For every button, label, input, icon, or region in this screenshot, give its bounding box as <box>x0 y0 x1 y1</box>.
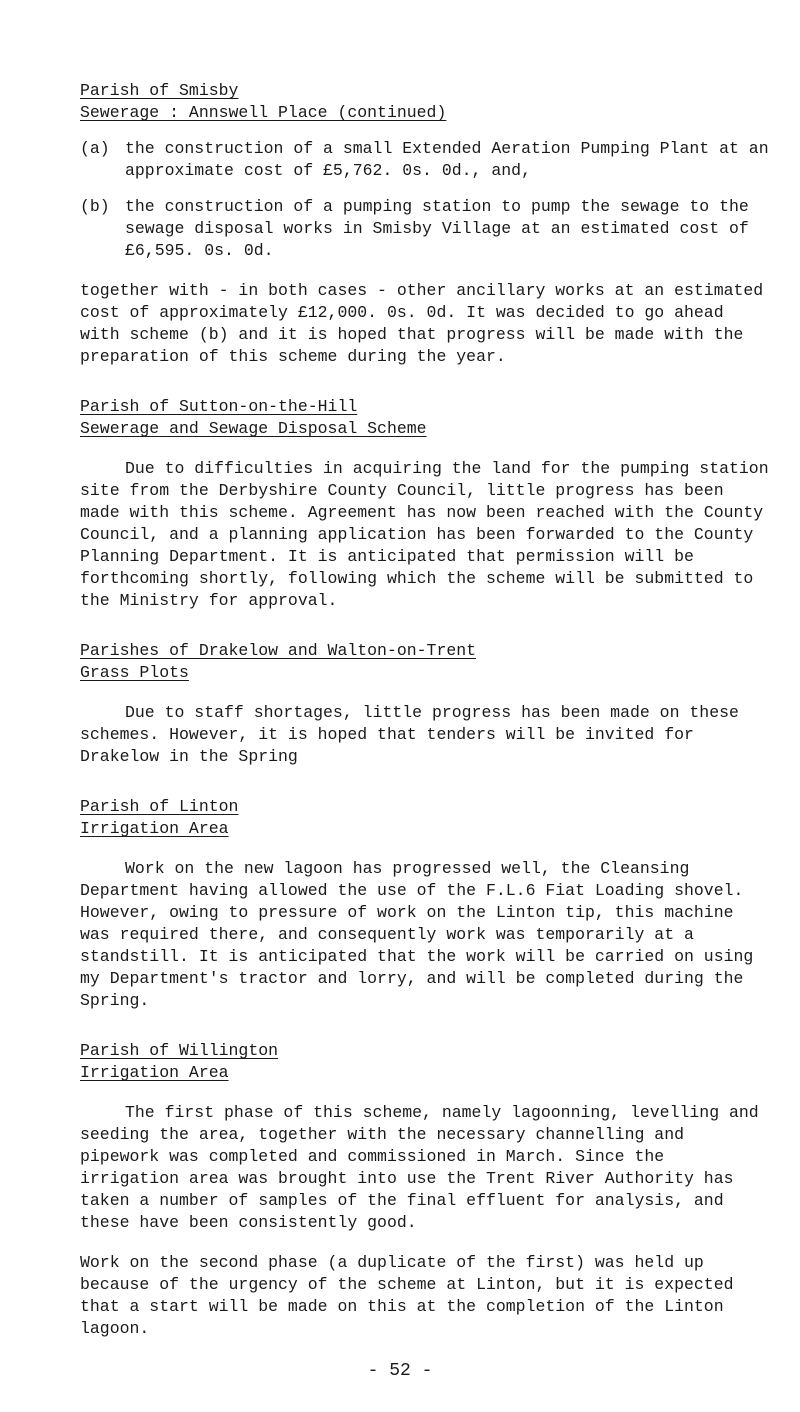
subject-title: Grass Plots <box>80 663 189 682</box>
item-label: (a) <box>80 139 110 158</box>
section-heading-smisby <box>80 80 770 124</box>
paragraph: Work on the new lagoon has progressed well, the Cleansing Department having allowed the use of the F.L.6 Fiat Loading shovel. However, owing to pressure of work on the Linton tip, this machine was required there, and consequently work was temporarily at a standstill. It is anticipated that the work will be carried on using my Department's tractor and lorry, and will be completed during the Spring. <box>80 859 754 1010</box>
item-label: (b) <box>80 197 110 216</box>
list-item-b <box>80 196 770 262</box>
item-text: the construction of a pumping station to pump the sewage to the sewage disposal works in Smisby Village at an estimated cost of £6,595. 0s. 0d. <box>125 197 749 260</box>
page-number: - 52 - <box>367 1361 433 1381</box>
paragraph: together with - in both cases - other ancillary works at an estimated cost of approximately £12,000. 0s. 0d. It was decided to go ahead with scheme (b) and it is hoped that progress will be made with the preparation of this scheme during the year. <box>80 281 764 366</box>
section-heading-linton <box>80 796 770 840</box>
document-page <box>80 80 770 1340</box>
parish-title: Parish of Linton <box>80 797 239 816</box>
paragraph: Work on the second phase (a duplicate of the first) was held up because of the urgency of the scheme at Linton, but it is expected that a start will be made on this at the completion of the Linton lagoon. <box>80 1253 734 1338</box>
list-item-a <box>80 138 770 182</box>
section-heading-willington <box>80 1040 770 1084</box>
subject-title: Irrigation Area <box>80 819 229 838</box>
section-heading-sutton <box>80 396 770 440</box>
parish-title: Parish of Smisby <box>80 81 239 100</box>
section-heading-drakelow <box>80 640 770 684</box>
paragraph: The first phase of this scheme, namely lagoonning, levelling and seeding the area, together with the necessary channelling and pipework was completed and commissioned in March. Since the irrigation area was brought into use the Trent River Authority has taken a number of samples of the final effluent for analysis, and these have been consistently good. <box>80 1103 759 1232</box>
subject-title: Sewerage : Annswell Place (continued) <box>80 103 447 122</box>
parish-title: Parishes of Drakelow and Walton-on-Trent <box>80 641 477 660</box>
paragraph: Due to difficulties in acquiring the land for the pumping station site from the Derbyshire County Council, little progress has been made with this scheme. Agreement has now been reached with the County Council, and a planning application has been forwarded to the County Planning Department. It is anticipated that permission will be forthcoming shortly, following which the scheme will be submitted to the Ministry for approval. <box>80 459 769 610</box>
subject-title: Sewerage and Sewage Disposal Scheme <box>80 419 427 438</box>
subject-title: Irrigation Area <box>80 1063 229 1082</box>
parish-title: Parish of Willington <box>80 1041 279 1060</box>
parish-title: Parish of Sutton-on-the-Hill <box>80 397 358 416</box>
paragraph: Due to staff shortages, little progress has been made on these schemes. However, it is hoped that tenders will be invited for Drakelow in the Spring <box>80 703 739 766</box>
item-text: the construction of a small Extended Aeration Pumping Plant at an approximate cost of £5,762. 0s. 0d., and, <box>125 139 769 180</box>
